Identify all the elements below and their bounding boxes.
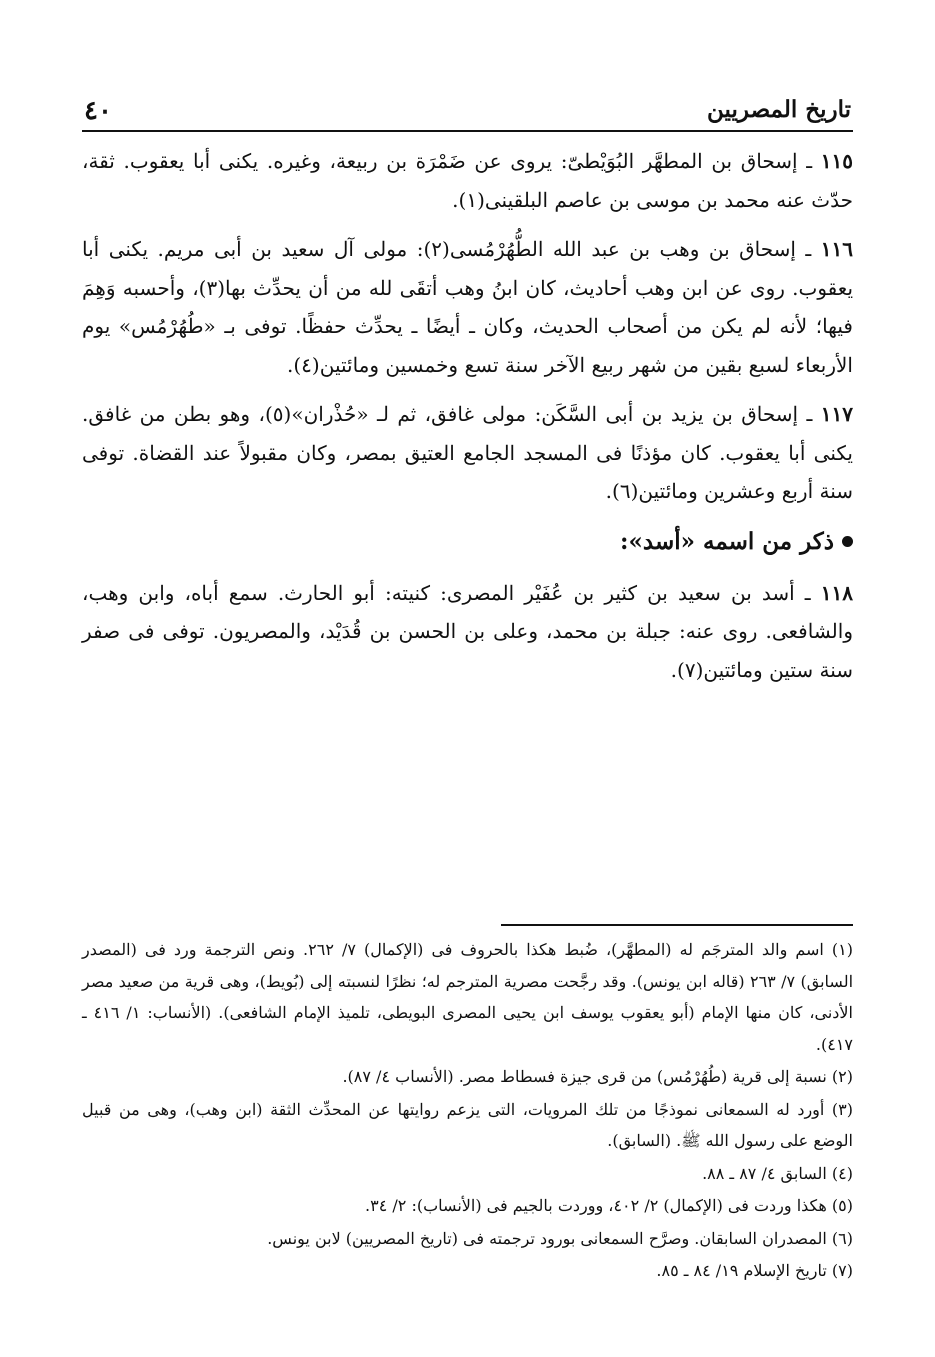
footnote-1: (١) اسم والد المترجَم له (المطهَّر)، ضُبط هكذا بالحروف فى (الإكمال) ٧/ ٢٦٢. ونص الترجمة ورد فى (المصدر السابق) ٧/ ٢٦٣ (قاله ابن يونس). وقد رجَّحت مصرية المترجم له؛ نظرًا لنسبته إلى (بُويط)، وهى قرية من صعيد مصر الأدنى، كان منها الإمام (أبو يعقوب يوسف ابن يحيى المصرى البويطى، تلميذ الإمام الشافعى). (الأنساب: ١/ ٤١٦ ـ ٤١٧). (82, 940, 854, 1054)
entry-dash: ـ (797, 149, 813, 173)
entry-dash: ـ (798, 402, 813, 426)
entry-dash: ـ (794, 580, 811, 605)
footnotes (82, 934, 853, 1288)
entry-116 (82, 230, 853, 384)
page-header (82, 90, 853, 132)
entry-number: ١١٧ (820, 402, 853, 426)
footnote-7: (٧) تاريخ الإسلام ١٩/ ٨٤ ـ ٨٥. (656, 1261, 853, 1280)
entry-text: إسحاق بن يزيد بن أبى السَّكَن: مولى غافق، ثم لـ «حُذْران»(٥)، وهو بطن من غافق. يكنى أبا يعقوب. كان مؤذنًا فى المسجد الجامع العتيق بمصر، وكان مقبولاً عند القضاة. توفى سنة أربع وعشرين ومائتين(٦). (82, 402, 854, 503)
main-text (82, 142, 853, 700)
footnote-divider (501, 924, 853, 926)
section-heading-text: ذكر من اسمه «أسد»: (620, 527, 834, 555)
footnote-4: (٤) السابق ٤/ ٨٧ ـ ٨٨. (702, 1163, 853, 1183)
entry-number: ١١٥ (820, 149, 854, 173)
page-number: ٤٠ (84, 96, 112, 126)
entry-dash: ـ (795, 237, 812, 261)
entry-115 (82, 142, 853, 219)
entry-118 (82, 574, 853, 690)
entry-number: ١١٨ (820, 580, 854, 605)
bullet-icon (842, 536, 853, 547)
entry-text: أسد بن سعيد بن كثير بن عُفَيْر المصرى: كنيته: أبو الحارث. سمع أباه، وابن وهب، والشافعى. روى عنه: جبلة بن محمد، وعلى بن الحسن بن قُدَيْد، والمصريون. توفى فى صفر سنة ستين ومائتين(٧). (82, 580, 853, 682)
entry-number: ١١٦ (820, 237, 854, 261)
entry-text: إسحاق بن وهب بن عبد الله الطُّهُرْمُسى(٢): مولى آل سعيد بن أبى مريم. يكنى أبا يعقوب. روى عن ابن وهب أحاديث، كان ابنُ وهب أتقَى لله من أن يحدِّث بها(٣)، وأحسبه وَهِمَ فيها؛ لأنه لم يكن من أصحاب الحديث، وكان ـ أيضًا ـ يحدِّث حفظًا. توفى بـ «طُهُرْمُس» يوم الأربعاء لسبع بقين من شهر ربيع الآخر سنة تسع وخمسين ومائتين(٤). (82, 237, 854, 377)
footnote-6: (٦) المصدران السابقان. وصرَّح السمعانى بورود ترجمته فى (تاريخ المصريين) لابن يونس. (267, 1228, 853, 1248)
entry-117 (82, 395, 853, 511)
section-heading (82, 522, 853, 562)
footnote-2: (٢) نسبة إلى قرية (طُهُرْمُس) من قرى جيزة فسطاط مصر. (الأنساب ٤/ ٨٧). (342, 1067, 853, 1086)
running-title: تاريخ المصريين (707, 96, 851, 123)
entry-text: إسحاق بن المطهَّر البُوَيْطىّ: يروى عن ضَمْرَة بن ربيعة، وغيره. يكنى أبا يعقوب. ثقة، حدّث عنه محمد بن موسى بن عاصم البلقينى(١). (82, 149, 853, 212)
footnote-5: (٥) هكذا وردت فى (الإكمال) ٢/ ٤٠٢، ووردت بالجيم فى (الأنساب): ٢/ ٣٤. (365, 1196, 853, 1215)
footnote-3: (٣) أورد له السمعانى نموذجًا من تلك المرويات، التى يزعم روايتها عن المحدِّث الثقة (ابن وهب)، وهى من قبيل الوضع على رسول الله ﷺ. (السابق). (82, 1099, 853, 1150)
